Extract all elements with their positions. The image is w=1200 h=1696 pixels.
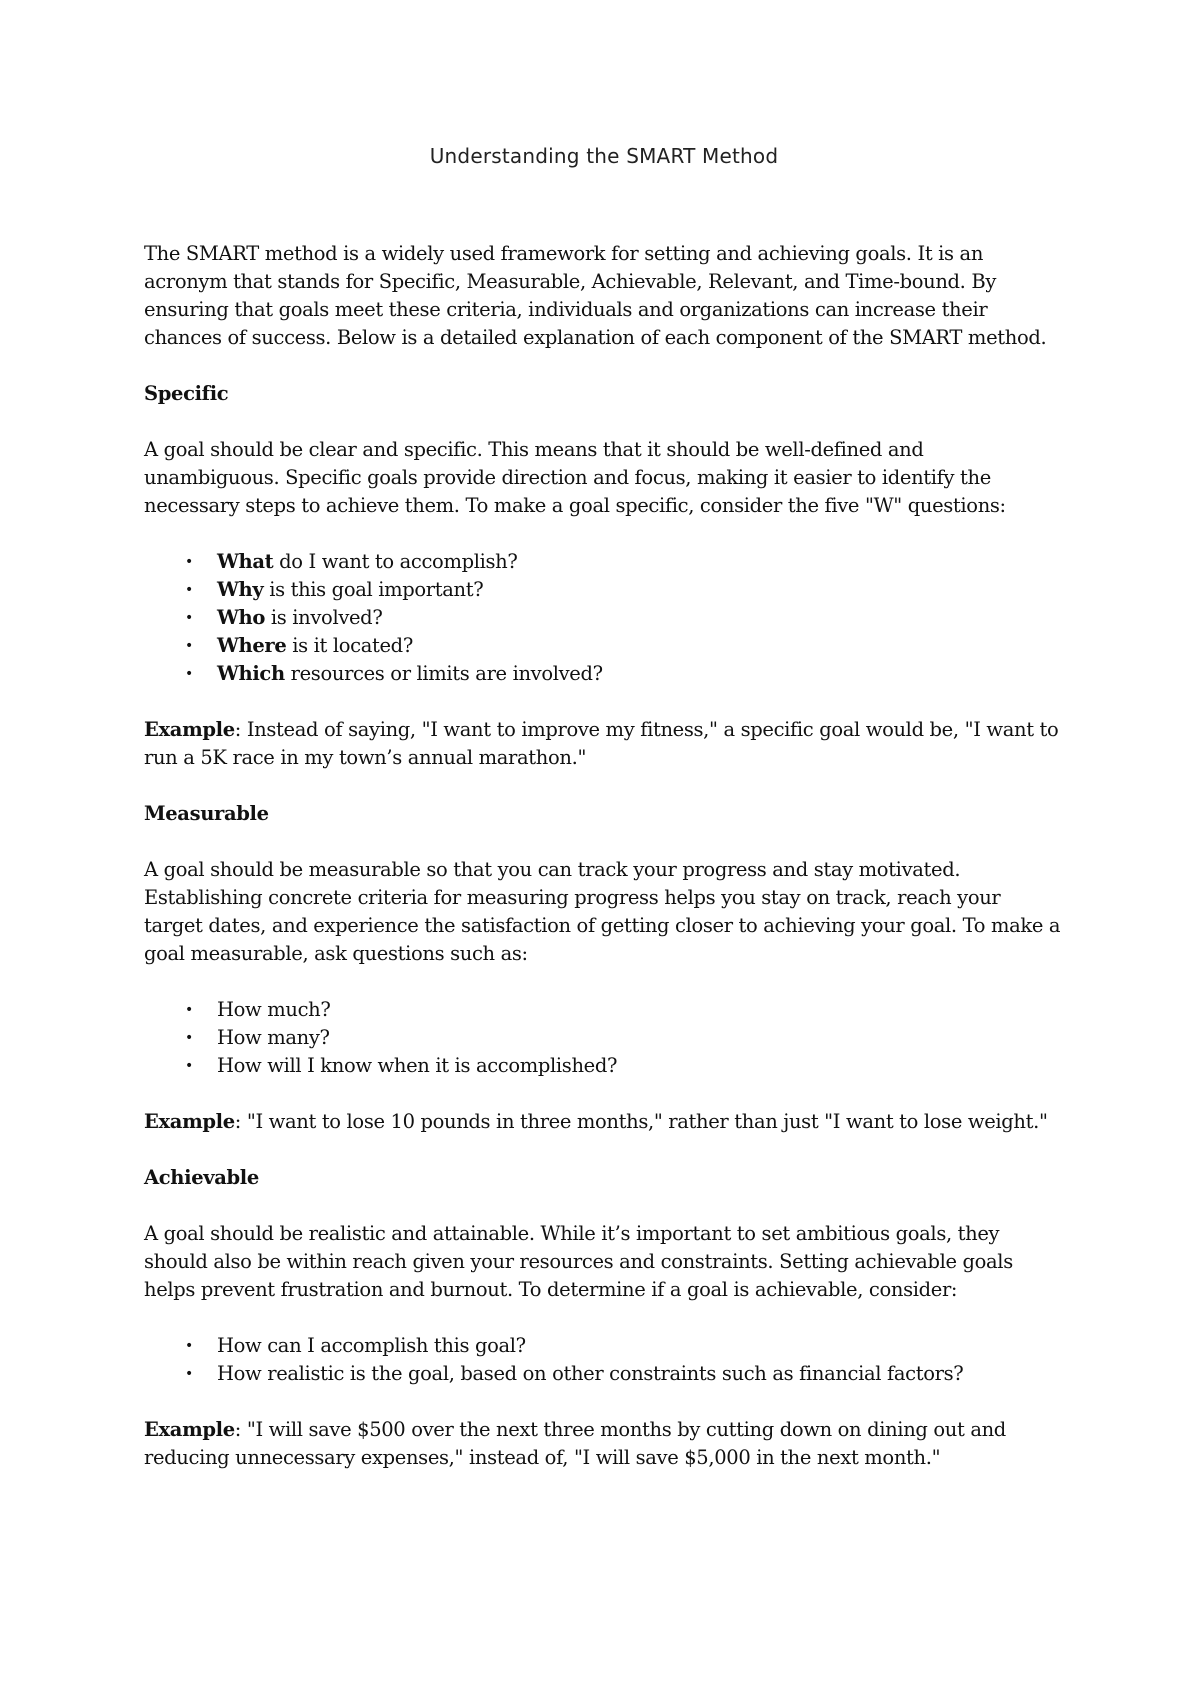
bullet-text: resources or limits are involved? xyxy=(284,662,603,685)
measurable-paragraph: A goal should be measurable so that you can track your progress and stay motivated. Establishing concrete criteria for measuring progress helps you stay on track, reach your target dates, and experience the satisfaction of getting closer to achieving your goal. To make a goal measurable, ask questions such as: xyxy=(144,858,1061,965)
list-item xyxy=(144,660,1064,688)
bullet-text: How many? xyxy=(217,1026,330,1049)
bullet-text: How will I know when it is accomplished? xyxy=(217,1054,618,1077)
bullet-text: How can I accomplish this goal? xyxy=(217,1334,526,1357)
list-item xyxy=(144,1360,1064,1388)
bullet-keyword: Which xyxy=(217,662,285,685)
bullet-keyword: Where xyxy=(217,634,287,657)
example-text: : "I want to lose 10 pounds in three months," rather than just "I want to lose weight." xyxy=(234,1110,1048,1133)
example-text: : Instead of saying, "I want to improve my fitness," a specific goal would be, "I want to run a 5K race in my town’s annual marathon." xyxy=(144,718,1059,769)
list-item xyxy=(144,632,1064,660)
section-heading-measurable: Measurable xyxy=(144,802,269,825)
bullet-icon: • xyxy=(185,666,193,682)
example-label: Example xyxy=(144,718,235,741)
list-item xyxy=(144,1332,1064,1360)
bullet-icon: • xyxy=(185,554,193,570)
bullet-icon: • xyxy=(185,610,193,626)
bullet-icon: • xyxy=(185,1030,193,1046)
list-item xyxy=(144,996,1064,1024)
bullet-icon: • xyxy=(185,1366,193,1382)
bullet-keyword: Why xyxy=(217,578,264,601)
document-title: Understanding the SMART Method xyxy=(429,144,779,168)
bullet-icon: • xyxy=(185,1338,193,1354)
bullet-text: is involved? xyxy=(265,606,383,629)
example-text: : "I will save $500 over the next three months by cutting down on dining out and reducing unnecessary expenses," instead of, "I will save $5,000 in the next month." xyxy=(144,1418,1006,1469)
specific-paragraph: A goal should be clear and specific. This means that it should be well-defined and unambiguous. Specific goals provide direction and focus, making it easier to identify the necessary steps to achieve them. To make a goal specific, consider the five "W" questions: xyxy=(144,438,1006,517)
achievable-bullet-list xyxy=(144,1332,1064,1388)
achievable-example xyxy=(144,1416,1064,1472)
bullet-icon: • xyxy=(185,1058,193,1074)
bullet-keyword: Who xyxy=(217,606,266,629)
list-item xyxy=(144,1024,1064,1052)
bullet-text: How much? xyxy=(217,998,331,1021)
specific-bullet-list xyxy=(144,548,1064,688)
measurable-bullet-list xyxy=(144,996,1064,1080)
bullet-text: How realistic is the goal, based on other constraints such as financial factors? xyxy=(217,1362,964,1385)
bullet-keyword: What xyxy=(217,550,274,573)
bullet-icon: • xyxy=(185,582,193,598)
bullet-text: is it located? xyxy=(286,634,413,657)
section-heading-specific: Specific xyxy=(144,382,229,405)
section-heading-achievable: Achievable xyxy=(144,1166,259,1189)
bullet-icon: • xyxy=(185,1002,193,1018)
example-label: Example xyxy=(144,1418,235,1441)
specific-example xyxy=(144,716,1064,772)
list-item xyxy=(144,1052,1064,1080)
achievable-paragraph: A goal should be realistic and attainable. While it’s important to set ambitious goals, they should also be within reach given your resources and constraints. Setting achievable goals helps prevent frustration and burnout. To determine if a goal is achievable, consider: xyxy=(144,1222,1013,1301)
list-item xyxy=(144,576,1064,604)
document-body xyxy=(144,142,1064,1500)
bullet-text: do I want to accomplish? xyxy=(273,550,518,573)
list-item xyxy=(144,548,1064,576)
measurable-example xyxy=(144,1108,1064,1136)
bullet-icon: • xyxy=(185,638,193,654)
bullet-text: is this goal important? xyxy=(263,578,484,601)
intro-paragraph: The SMART method is a widely used framework for setting and achieving goals. It is an acronym that stands for Specific, Measurable, Achievable, Relevant, and Time-bound. By ensuring that goals meet these criteria, individuals and organizations can increase their chances of success. Below is a detailed explanation of each component of the SMART method. xyxy=(144,242,1047,349)
example-label: Example xyxy=(144,1110,235,1133)
list-item xyxy=(144,604,1064,632)
